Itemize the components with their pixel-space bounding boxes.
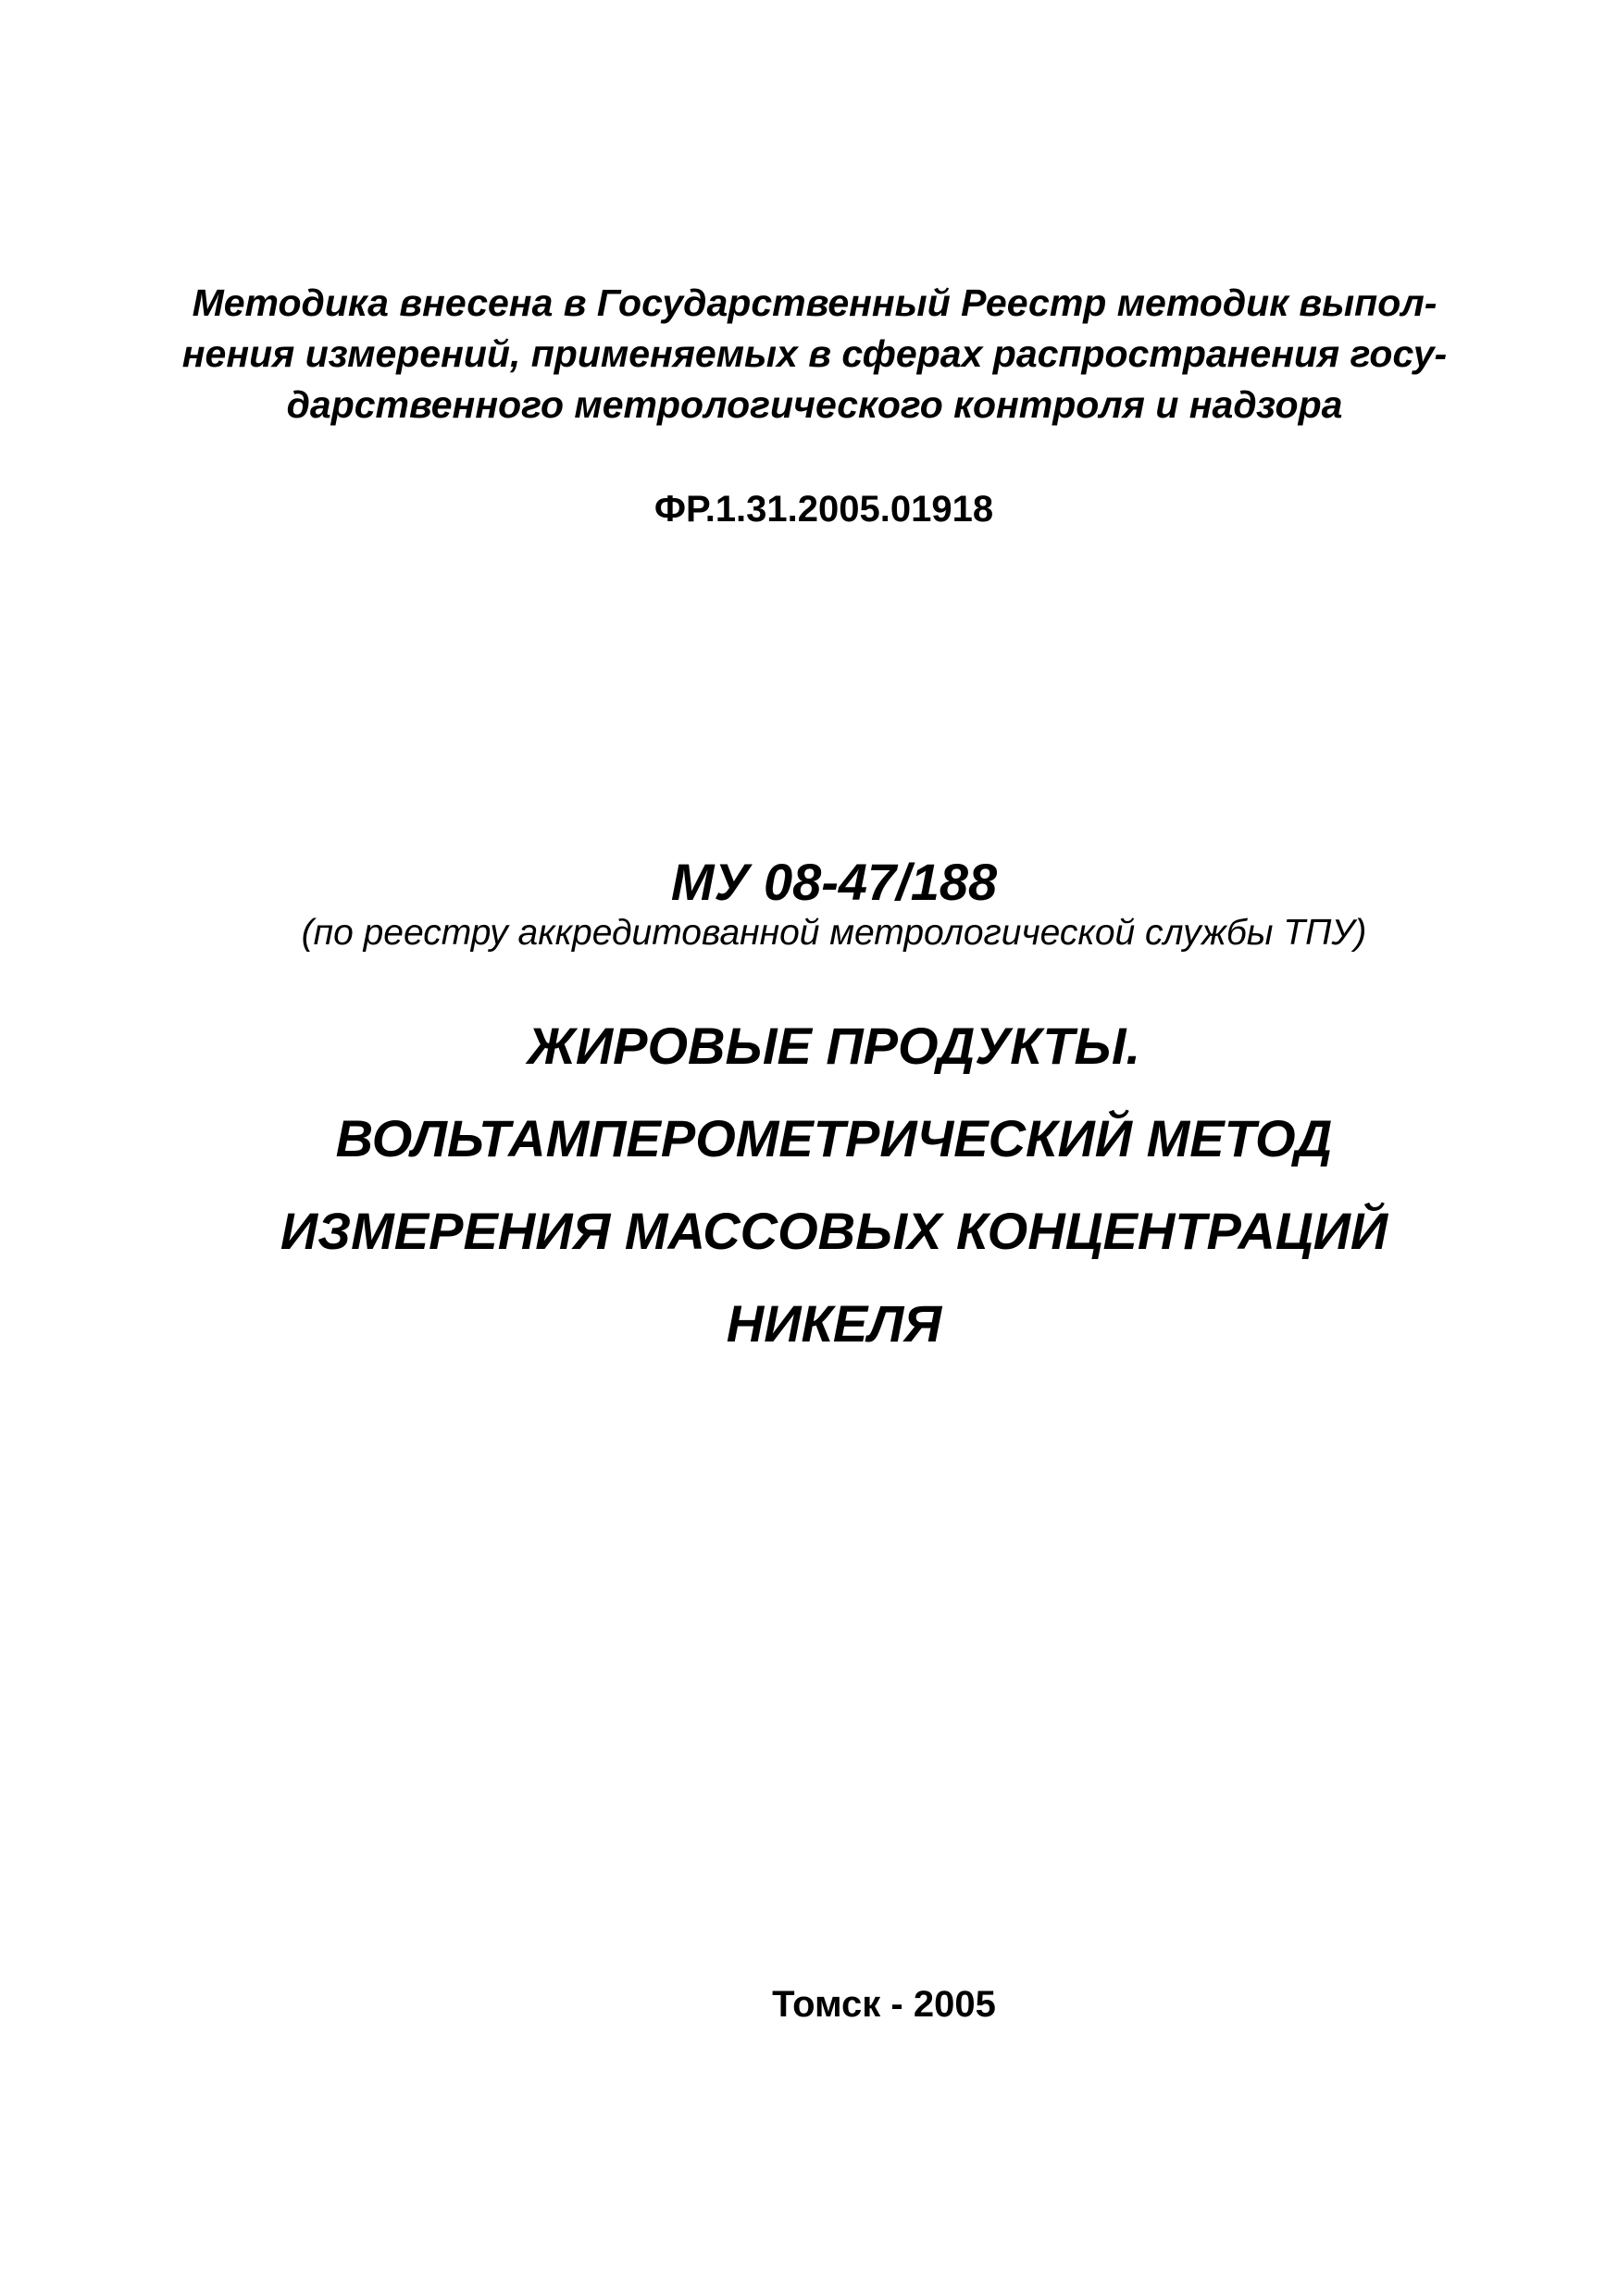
- registry-note-line-2: нения измерений, применяемых в сферах распространения госу-: [181, 332, 1448, 375]
- document-code-note: (по реестру аккредитованной метрологической службы ТПУ): [301, 913, 1367, 953]
- registry-note: [167, 278, 1462, 430]
- title-line-1: ЖИРОВЫЕ ПРОДУКТЫ.: [527, 1017, 1141, 1075]
- registry-note-line-1: Методика внесена в Государственный Реестр методик выпол-: [192, 281, 1438, 324]
- title-line-4: НИКЕЛЯ: [726, 1294, 942, 1353]
- registry-note-line-3: дарственного метрологического контроля и надзора: [286, 383, 1343, 426]
- city-year: Томск - 2005: [772, 1984, 996, 2025]
- title-line-3: ИЗМЕРЕНИЯ МАССОВЫХ КОНЦЕНТРАЦИЙ: [280, 1202, 1388, 1260]
- document-title: [0, 1000, 1618, 1370]
- document-code: МУ 08-47/188: [670, 853, 998, 911]
- title-line-2: ВОЛЬТАМПЕРОМЕТРИЧЕСКИЙ МЕТОД: [335, 1109, 1333, 1167]
- registration-number: ФР.1.31.2005.01918: [653, 489, 994, 530]
